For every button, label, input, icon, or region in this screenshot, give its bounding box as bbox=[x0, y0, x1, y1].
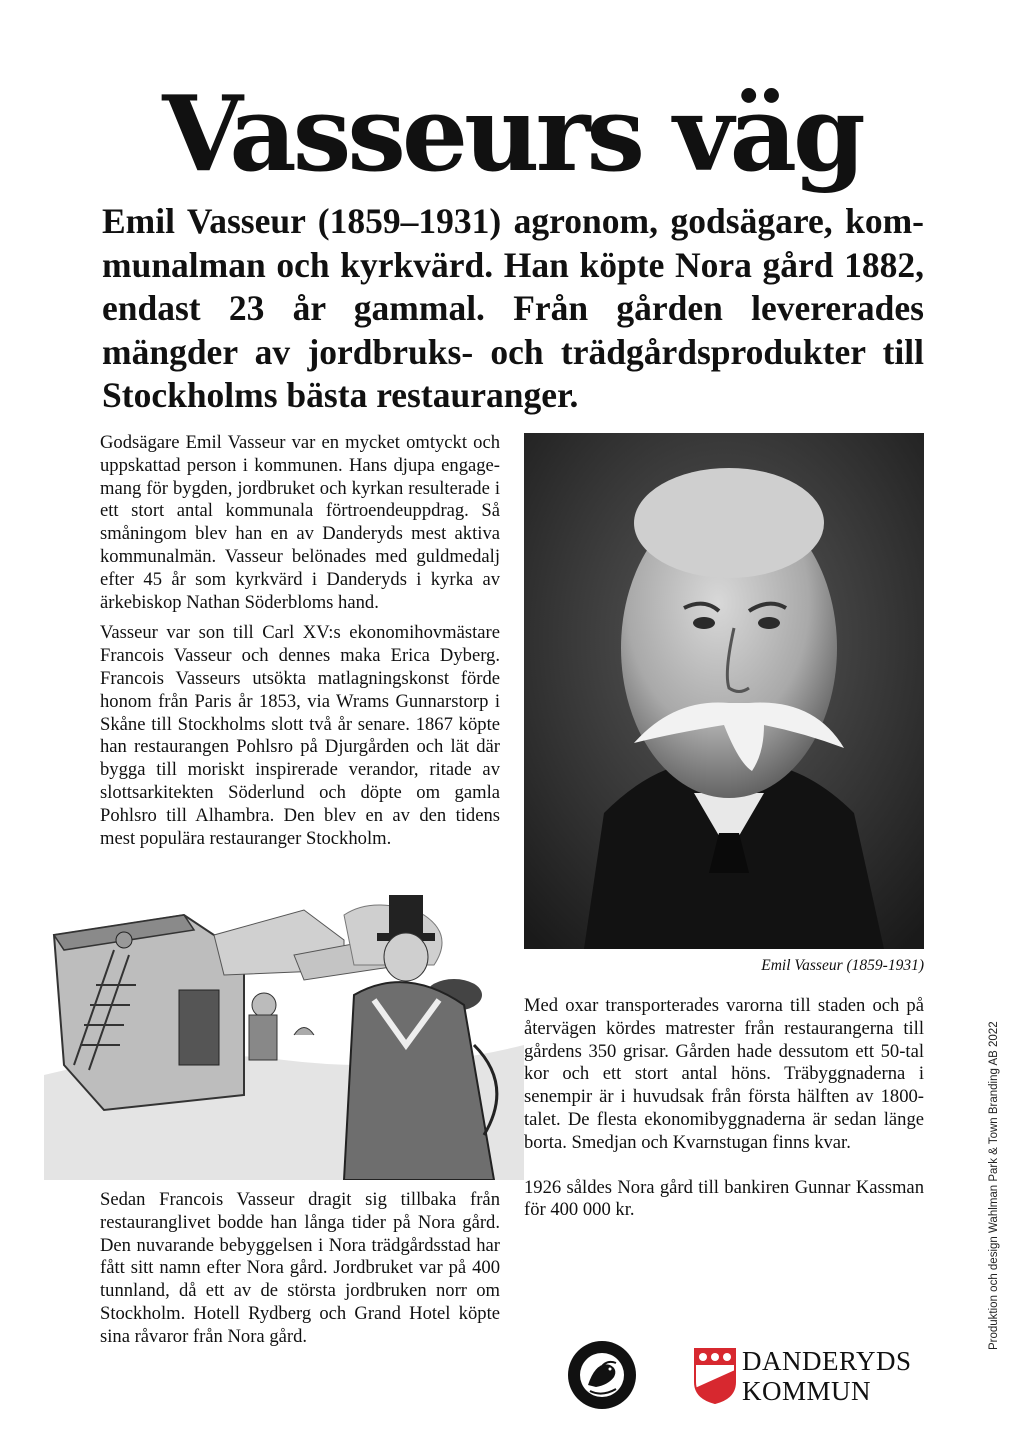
left-column bbox=[100, 432, 500, 858]
right-paragraph-2: 1926 såldes Nora gård till bankiren Gunnar Kassman för 400 000 kr. bbox=[524, 1176, 924, 1221]
hembygdsforening-logo bbox=[566, 1339, 638, 1411]
farm-drawing bbox=[44, 895, 524, 1180]
farm-illustration bbox=[44, 895, 524, 1180]
right-paragraph-1: Med oxar transporterades varorna till staden och på återvägen kördes matrester från restaurangerna till gårdens 350 grisar. Gården hade dessutom ett 50-tal kor och ett stort antal höns. Träbyggnaderna i senempir är i huvudsak från första hälften av 1800-talet. De flesta ekonomibyggnaderna är sedan länge borta. Smedjan och Kvarnstugan finns kvar. bbox=[524, 995, 924, 1153]
danderyds-kommun-logo bbox=[694, 1346, 934, 1410]
production-credit: Produktion och design Wahlman Park & Town Branding AB 2022 bbox=[988, 1021, 1000, 1350]
kommun-line-1: DANDERYDS bbox=[742, 1346, 912, 1376]
bottom-left-column bbox=[100, 1189, 500, 1357]
kommun-name bbox=[742, 1346, 912, 1406]
bird-emblem-icon bbox=[566, 1339, 638, 1411]
photo-caption: Emil Vasseur (1859-1931) bbox=[761, 957, 924, 974]
bottom-left-paragraph: Sedan Francois Vasseur dragit sig tillbaka från restauranglivet bodde han långa tider på Nora gård. Den nuvarande bebyggelsen i Nora trädgårdsstad har fått sitt namn efter Nora gård. Jordbruket var på 400 tunnland, då ett av de största jordbruken norr om Stockholm. Hotell Rydberg och Grand Hotel köpte sina råvaror från Nora gård. bbox=[100, 1189, 500, 1347]
left-paragraph-1: Godsägare Emil Vasseur var en mycket omtyckt och uppskattad person i kommunen. Hans djupa engagemang för bygden, jordbruket och kyrkan resulterade i ett stort antal kommunala förtroendeuppdrag. Så småningom blev han en av Danderyds mest aktiva kommunalmän. Vasseur belönades med guldmedalj efter 45 år som kyrkvärd i Danderyds i kyrka av ärkebiskop Nathan Söderbloms hand. bbox=[100, 432, 500, 613]
portrait-illustration bbox=[524, 433, 924, 949]
left-paragraph-2: Vasseur var son till Carl XV:s ekonomihovmästare Francois Vasseur och dennes maka Erica Dyberg. Francois Vasseurs utsökta matlagningskonst förde honom från Paris år 1853, via Wrams Gunnarstorp i Skåne till Stockholms slott två år senare. 1867 köpte han restaurangen Pohlsro på Djurgården och lät där bygga till moriskt inspirerade verandor, ritade av slottsarkitekten Söderlund och döpte om gamla Pohlsro till Alhambra. Den blev en av den tidens mest populära restauranger Stockholm. bbox=[100, 622, 500, 849]
portrait-photo bbox=[524, 433, 924, 949]
kommun-line-2: KOMMUN bbox=[742, 1376, 872, 1406]
right-column bbox=[524, 995, 924, 1230]
lead-paragraph: Emil Vasseur (1859–1931) agronom, godsägare, kommunalman och kyrkvärd. Han köpte Nora gård 1882, endast 23 år gammal. Från gården levererades mängder av jordbruks- och trädgårdsprodukter till Stockholms bästa restauranger. bbox=[102, 201, 924, 415]
page-title: Vasseurs väg bbox=[162, 72, 862, 195]
coat-of-arms-icon bbox=[694, 1348, 736, 1404]
